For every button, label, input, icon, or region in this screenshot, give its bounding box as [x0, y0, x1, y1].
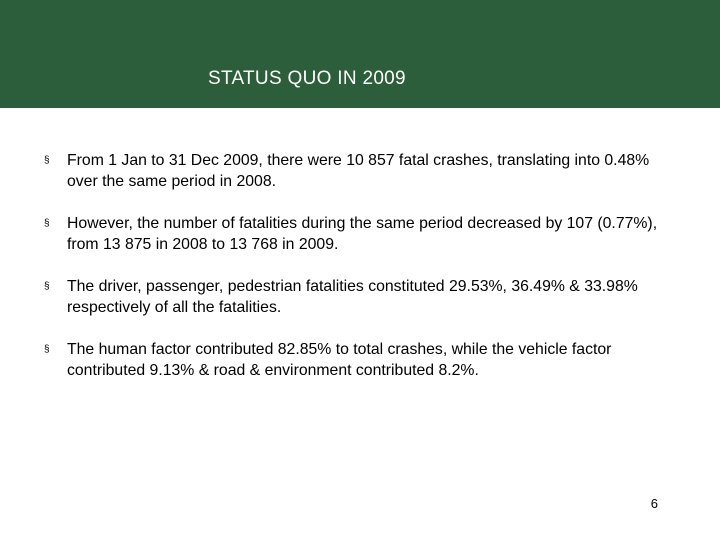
bullet-marker-icon: § [44, 281, 50, 292]
bullet-marker-icon: § [44, 218, 50, 229]
bullet-text: From 1 Jan to 31 Dec 2009, there were 10 857 fatal crashes, translating into 0.48% over the same period in 2008. [67, 152, 650, 190]
bullet-marker-icon: § [44, 155, 50, 166]
title-banner [0, 0, 720, 108]
slide-title: STATUS QUO IN 2009 [208, 68, 406, 89]
bullet-list [44, 150, 664, 402]
bullet-item [44, 213, 664, 255]
page-number: 6 [650, 496, 658, 511]
bullet-text: The driver, passenger, pedestrian fatalities constituted 29.53%, 36.49% & 33.98% respectively of all the fatalities. [67, 278, 638, 316]
bullet-item [44, 339, 664, 381]
bullet-marker-icon: § [44, 344, 50, 355]
bullet-item [44, 276, 664, 318]
bullet-text: The human factor contributed 82.85% to total crashes, while the vehicle factor contributed 9.13% & road & environment contributed 8.2%. [67, 341, 612, 379]
bullet-text: However, the number of fatalities during the same period decreased by 107 (0.77%), from 13 875 in 2008 to 13 768 in 2009. [67, 215, 658, 253]
bullet-item [44, 150, 664, 192]
